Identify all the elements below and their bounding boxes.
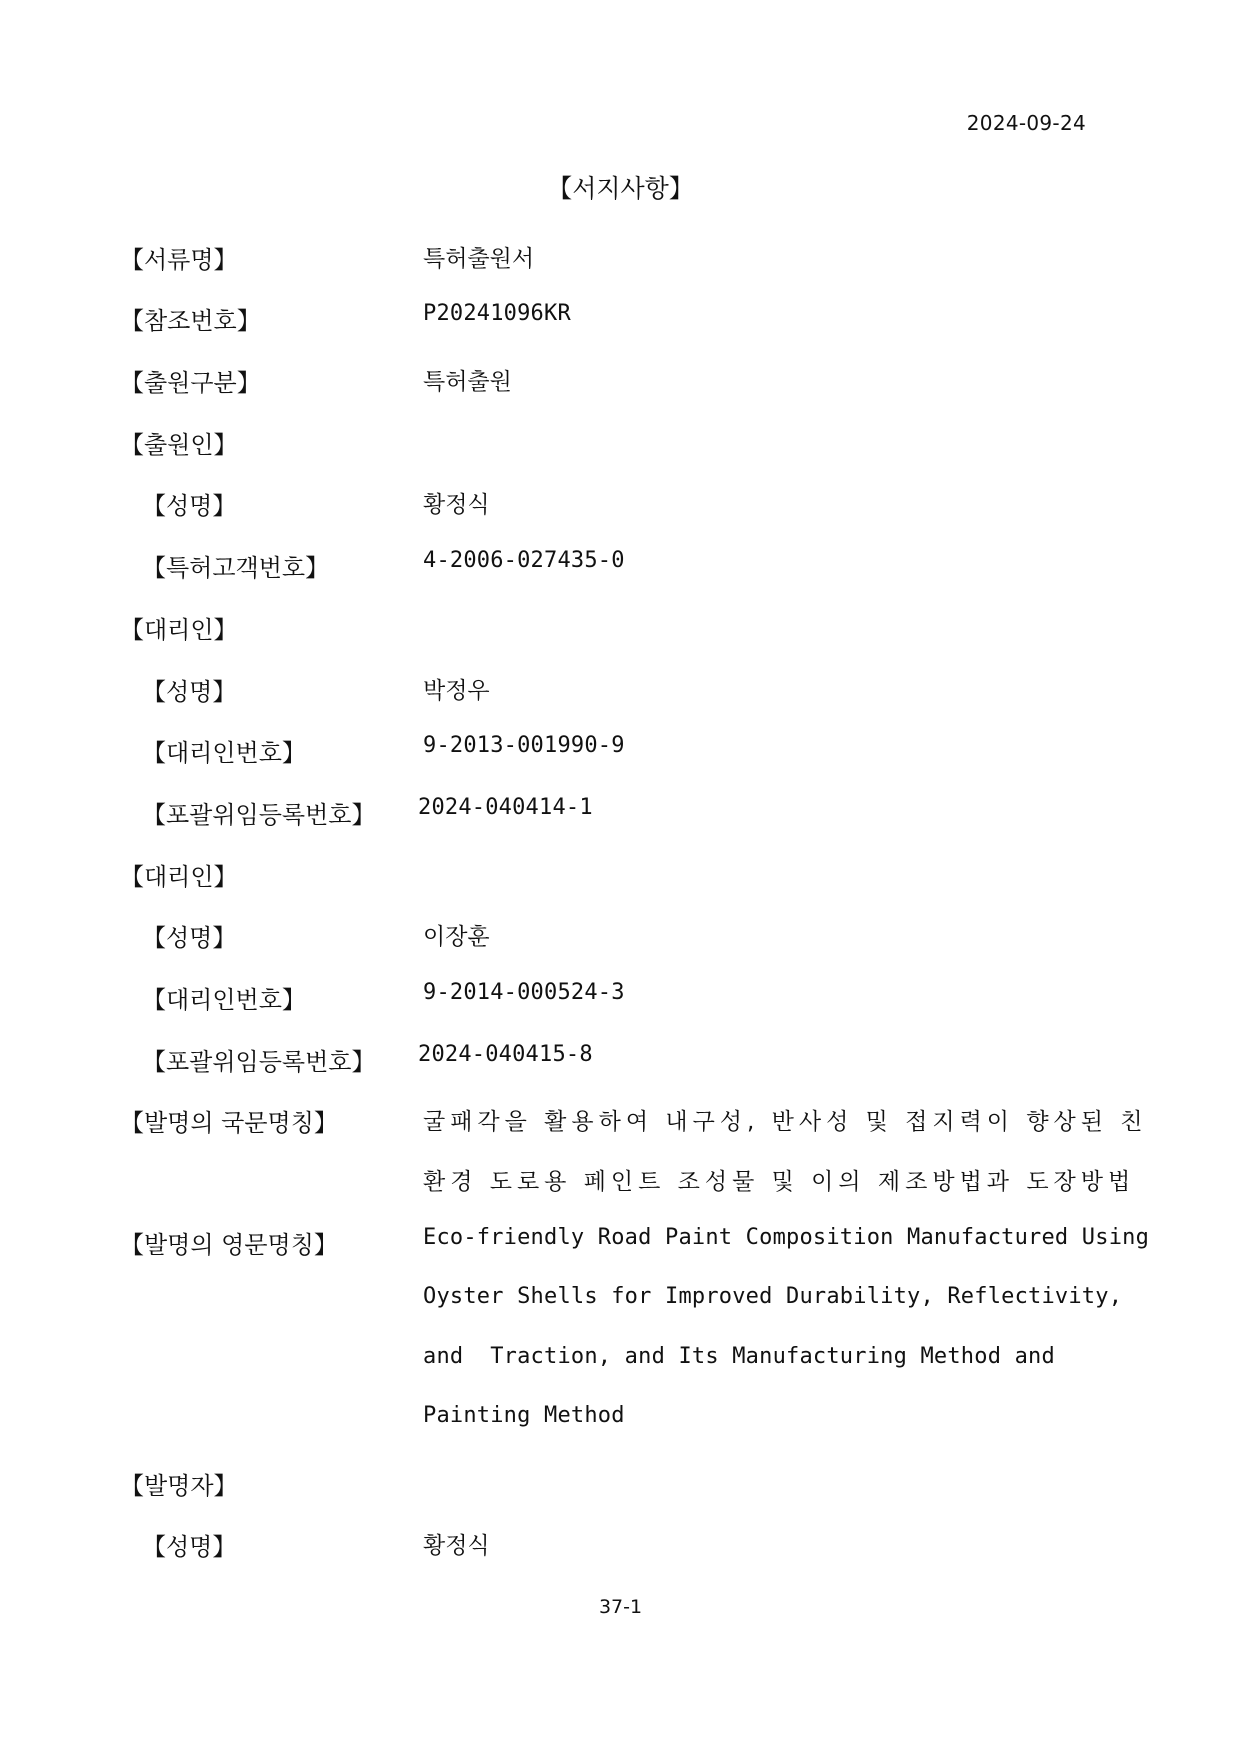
field-label: 【특허고객번호】 (142, 554, 330, 582)
field-label: 【서류명】 (120, 246, 238, 274)
invention-title-korean (0, 1103, 1241, 1143)
field-label: 【포괄위임등록번호】 (142, 1048, 376, 1076)
section-label: 【대리인】 (120, 616, 238, 644)
invention-title-english-line-4 (0, 1403, 1241, 1443)
field-label: 【발명의 국문명칭】 (120, 1109, 338, 1137)
field-value: 박정우 (423, 678, 490, 704)
section-applicant (0, 425, 1241, 465)
applicant-name (0, 486, 1241, 526)
field-value: 황정식 (423, 492, 490, 518)
invention-title-english-line-3 (0, 1344, 1241, 1384)
field-label: 【대리인번호】 (142, 739, 306, 767)
field-value-line: and Traction, and Its Manufacturing Method and (423, 1344, 1055, 1369)
section-agent-2 (0, 857, 1241, 897)
field-reference-number (0, 301, 1241, 341)
inventor-name (0, 1527, 1241, 1567)
invention-title-english (0, 1225, 1241, 1265)
field-label: 【발명의 영문명칭】 (120, 1231, 338, 1259)
field-label: 【성명】 (142, 924, 237, 952)
document-title: 【서지사항】 (547, 174, 694, 203)
field-value-line: 굴패각을 활용하여 내구성, 반사성 및 접지력이 향상된 친 (423, 1109, 1148, 1135)
section-label: 【대리인】 (120, 863, 238, 891)
invention-title-english-line-2 (0, 1284, 1241, 1324)
field-application-type (0, 363, 1241, 403)
field-label: 【참조번호】 (120, 307, 261, 335)
page-number: 37-1 (598, 1596, 643, 1618)
agent-1-number (0, 733, 1241, 773)
field-value: P20241096KR (423, 301, 571, 326)
field-value-line: Oyster Shells for Improved Durability, Reflectivity, (423, 1284, 1123, 1309)
field-value: 9-2014-000524-3 (423, 980, 625, 1005)
agent-1-name (0, 672, 1241, 712)
field-value: 2024-040415-8 (418, 1042, 593, 1067)
field-value-line: Painting Method (423, 1403, 625, 1428)
field-value: 특허출원서 (423, 246, 535, 272)
agent-2-registration-number (0, 1042, 1241, 1082)
field-value: 이장훈 (423, 924, 490, 950)
field-label: 【포괄위임등록번호】 (142, 801, 376, 829)
field-value: 황정식 (423, 1533, 490, 1559)
document-date: 2024-09-24 (966, 111, 1086, 135)
agent-1-registration-number (0, 795, 1241, 835)
field-document-name (0, 240, 1241, 280)
section-label: 【출원인】 (120, 431, 238, 459)
field-value-line: Eco-friendly Road Paint Composition Manufactured Using (423, 1225, 1150, 1250)
field-value: 9-2013-001990-9 (423, 733, 625, 758)
field-value: 특허출원 (423, 369, 512, 395)
field-value-line: 환경 도로용 페인트 조성물 및 이의 제조방법과 도장방법 (423, 1169, 1136, 1195)
field-label: 【성명】 (142, 678, 237, 706)
field-value: 2024-040414-1 (418, 795, 593, 820)
field-label: 【성명】 (142, 492, 237, 520)
field-label: 【대리인번호】 (142, 986, 306, 1014)
field-label: 【성명】 (142, 1533, 237, 1561)
agent-2-name (0, 918, 1241, 958)
section-label: 【발명자】 (120, 1472, 238, 1500)
field-value: 4-2006-027435-0 (423, 548, 625, 573)
invention-title-korean-continued (0, 1163, 1241, 1203)
section-inventor (0, 1466, 1241, 1506)
applicant-customer-number (0, 548, 1241, 588)
section-agent-1 (0, 610, 1241, 650)
agent-2-number (0, 980, 1241, 1020)
field-label: 【출원구분】 (120, 369, 261, 397)
